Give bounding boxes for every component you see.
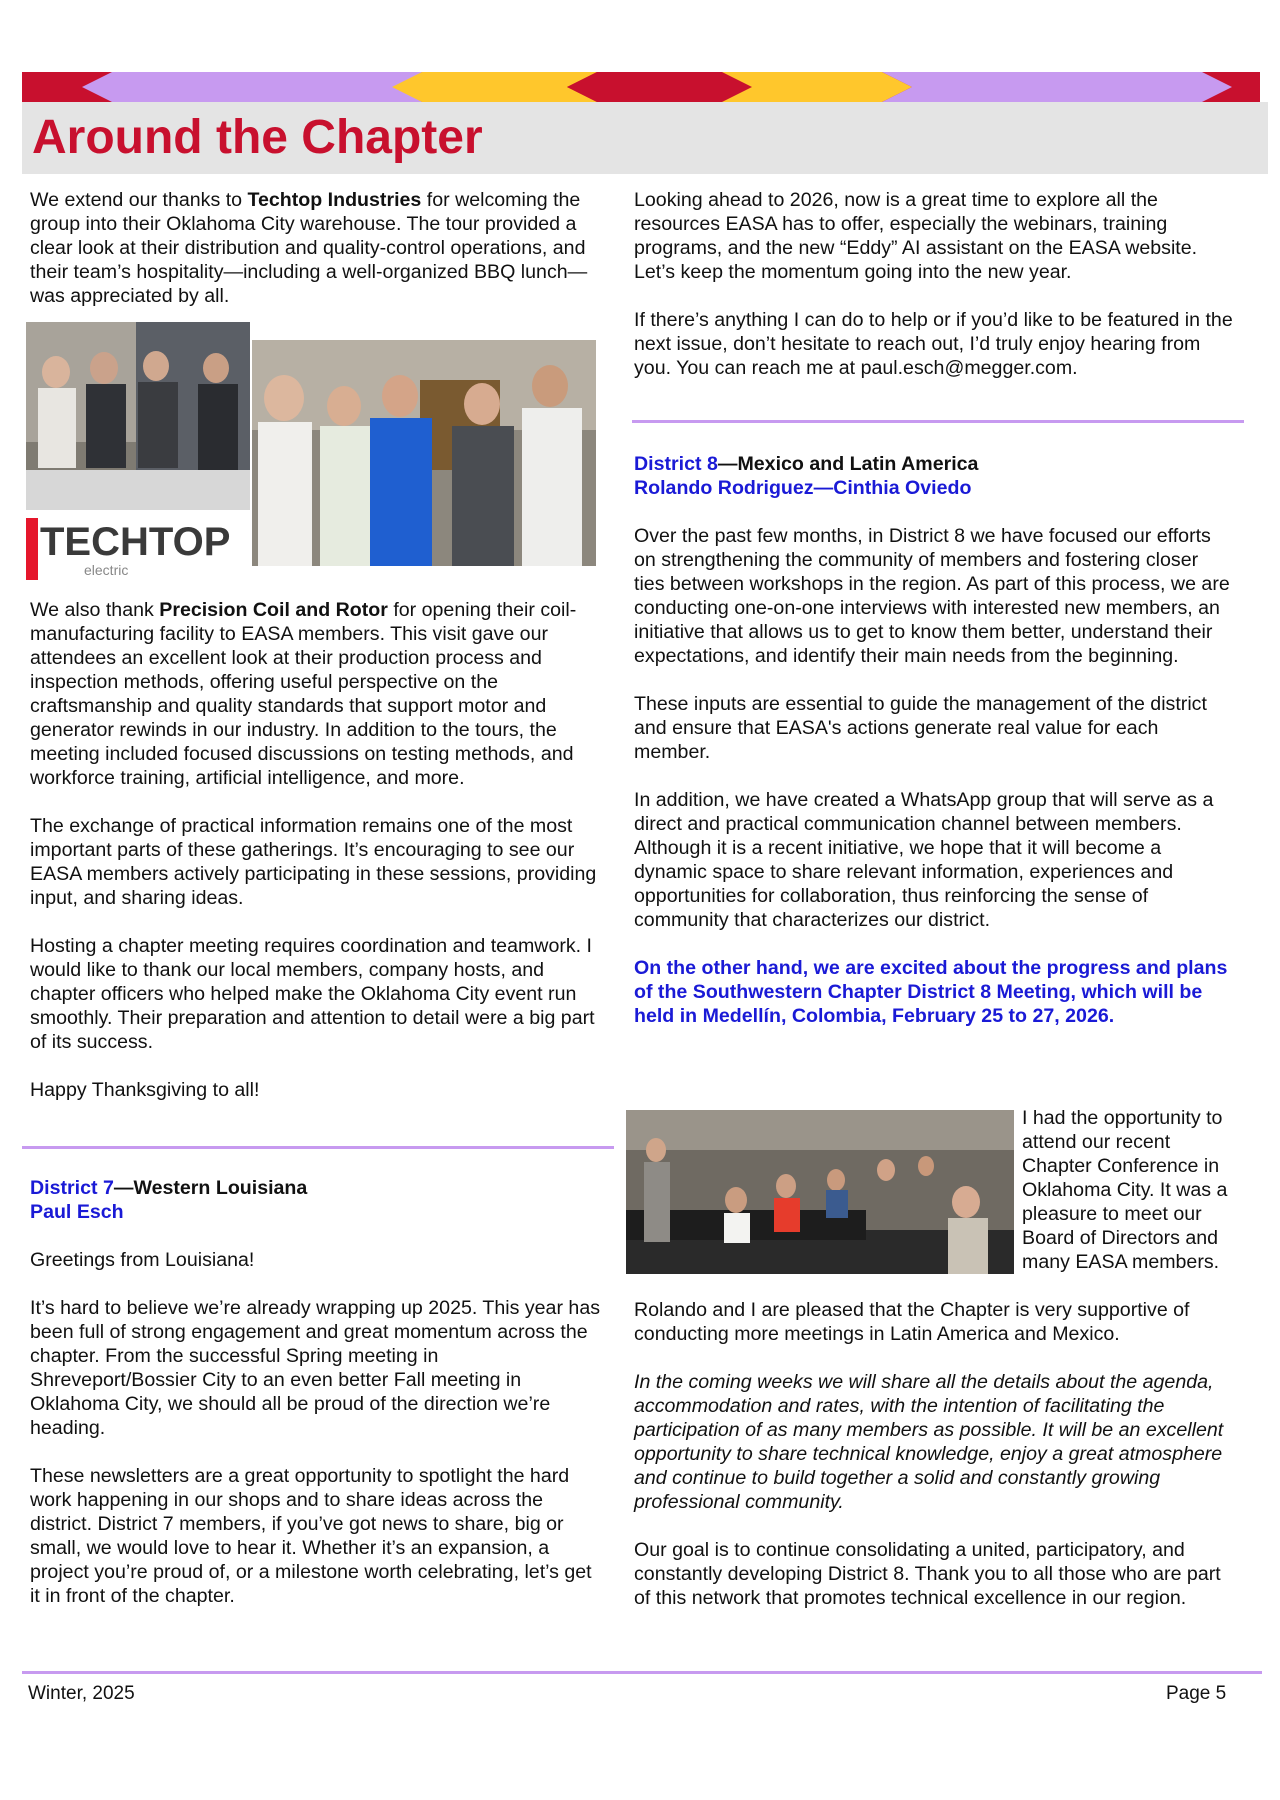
left-column-top <box>30 188 605 332</box>
banner-lavender-arrow-left <box>82 72 422 102</box>
page-title: Around the Chapter <box>32 111 483 164</box>
district-7-section <box>30 1176 605 1632</box>
footer-page-number: Page 5 <box>1166 1683 1227 1704</box>
left-paragraph-7: It’s hard to believe we’re already wrapping up 2025. This year has been full of strong engagement and great momentum across the chapter. From the successful Spring meeting in Shreveport/Bossier City to an even better Fall meeting in Oklahoma City, we should all be proud of the direction we’re heading. <box>30 1297 601 1439</box>
footer-issue: Winter, 2025 <box>28 1683 135 1704</box>
right-paragraph-2: If there’s anything I can do to help or if you’d like to be featured in the next issue, don’t hesitate to reach out, I’d truly enjoy hearing from you. You can reach me at paul.esch@megger.com. <box>634 309 1233 379</box>
footer-rule <box>22 1671 1262 1674</box>
left-paragraph-3: The exchange of practical information remains one of the most important parts of these gatherings. It’s encouraging to see our EASA members actively participating in these sessions, providing input, and sharing ideas. <box>30 815 597 909</box>
banner-red-diamond <box>567 72 752 102</box>
left-paragraph-4: Hosting a chapter meeting requires coordination and teamwork. I would like to thank our local members, company hosts, and chapter officers who helped make the Oklahoma City event run smoothly. Their preparation and attention to detail were a big part of its success. <box>30 935 595 1053</box>
left-paragraph-2: We also thank Precision Coil and Rotor for opening their coil-manufacturing facility to EASA members. This visit gave our attendees an excellent look at their production process and inspection methods, offering useful perspective on the craftsmanship and quality standards that support motor and generator rewinds in our industry. In addition to the tours, the meeting included focused discussions on testing methods, and workforce training, artificial intelligence, and more. <box>30 599 577 789</box>
right-divider <box>632 420 1244 423</box>
right-beside-photo-text <box>1022 1106 1240 1274</box>
right-paragraph-3: Over the past few months, in District 8 we have focused our efforts on strengthening the community of members and fostering closer ties between workshops in the region. As part of this process, we are conducting one-on-one interviews with interested new members, an initiative that allows us to get to know them better, understand their expectations, and identify their main needs from the beginning. <box>634 525 1230 667</box>
left-paragraph-8: These newsletters are a great opportunity to spotlight the hard work happening in our shops and to share ideas across the district. District 7 members, if you’ve got news to share, big or small, we would love to hear it. Whether it’s an expansion, a project you’re proud of, or a milestone worth celebrating, let’s get it in front of the chapter. <box>30 1465 592 1607</box>
left-divider <box>22 1146 614 1149</box>
techtop-photo-group <box>252 340 596 566</box>
district-8-heading: District 8—Mexico and Latin America <box>634 453 979 475</box>
right-paragraph-7-rest: Rolando and I are pleased that the Chapter is very supportive of conducting more meetings in Latin America and Mexico. <box>634 1299 1190 1345</box>
techtop-logo-text: TECHTOP <box>40 520 231 564</box>
left-paragraph-1: We extend our thanks to Techtop Industries for welcoming the group into their Oklahoma City warehouse. The tour provided a clear look at their distribution and quality-control operations, and their team’s hospitality—including a well-organized BBQ lunch—was appreciated by all. <box>30 189 588 307</box>
medellin-announcement: On the other hand, we are excited about the progress and plans of the Southwestern Chapter District 8 Meeting, which will be held in Medellín, Colombia, February 25 to 27, 2026. <box>634 957 1228 1027</box>
right-paragraph-1: Looking ahead to 2026, now is a great time to explore all the resources EASA has to offer, especially the webinars, training programs, and the new “Eddy” AI assistant on the EASA website. Let’s keep the momentum going into the new year. <box>634 189 1198 283</box>
banner-lavender-arrow-right <box>882 72 1232 102</box>
right-column-top <box>634 188 1234 404</box>
right-paragraph-7-beside: I had the opportunity to attend our recent Chapter Conference in Oklahoma City. It was a pleasure to meet our Board of Directors and many EASA members. <box>1022 1107 1228 1273</box>
right-paragraph-5: In addition, we have created a WhatsApp group that will serve as a direct and practical communication channel between members. Although it is a recent initiative, we hope that it will become a dynamic space to share relevant information, experiences and opportunities for collaboration, thus reinforcing the sense of community that characterizes our district. <box>634 789 1214 931</box>
precision-coil-name: Precision Coil and Rotor <box>159 599 388 621</box>
header-banner <box>22 72 1260 102</box>
conference-photo <box>626 1110 1014 1274</box>
district-7-heading: District 7—Western Louisiana <box>30 1177 308 1199</box>
district-8-section <box>634 452 1234 1030</box>
district-7-author: Paul Esch <box>30 1201 124 1223</box>
right-paragraph-8: In the coming weeks we will share all the details about the agenda, accommodation and rates, with the intention of facilitating the participation of as many members as possible. It will be an excellent opportunity to share technical knowledge, enjoy a great atmosphere and continue to build together a solid and constantly growing professional community. <box>634 1371 1224 1513</box>
district-8-authors: Rolando Rodriguez—Cinthia Oviedo <box>634 477 972 499</box>
techtop-name: Techtop Industries <box>247 189 422 211</box>
conference-room-image <box>626 1110 1014 1274</box>
right-column-bottom <box>634 1298 1234 1634</box>
techtop-group-image <box>252 340 596 566</box>
right-paragraph-9: Our goal is to continue consolidating a united, participatory, and constantly developing District 8. Thank you to all those who are part of this network that promotes technical excellence in our region. <box>634 1539 1221 1609</box>
left-column-body <box>30 598 605 1126</box>
left-paragraph-6: Greetings from Louisiana! <box>30 1249 255 1271</box>
techtop-logo-sub: electric <box>84 562 129 578</box>
techtop-photo-small <box>26 322 250 580</box>
banner-yellow-arrow-left <box>392 72 597 102</box>
right-paragraph-4: These inputs are essential to guide the management of the district and ensure that EASA's actions generate real value for each member. <box>634 693 1207 763</box>
left-paragraph-5: Happy Thanksgiving to all! <box>30 1079 260 1101</box>
